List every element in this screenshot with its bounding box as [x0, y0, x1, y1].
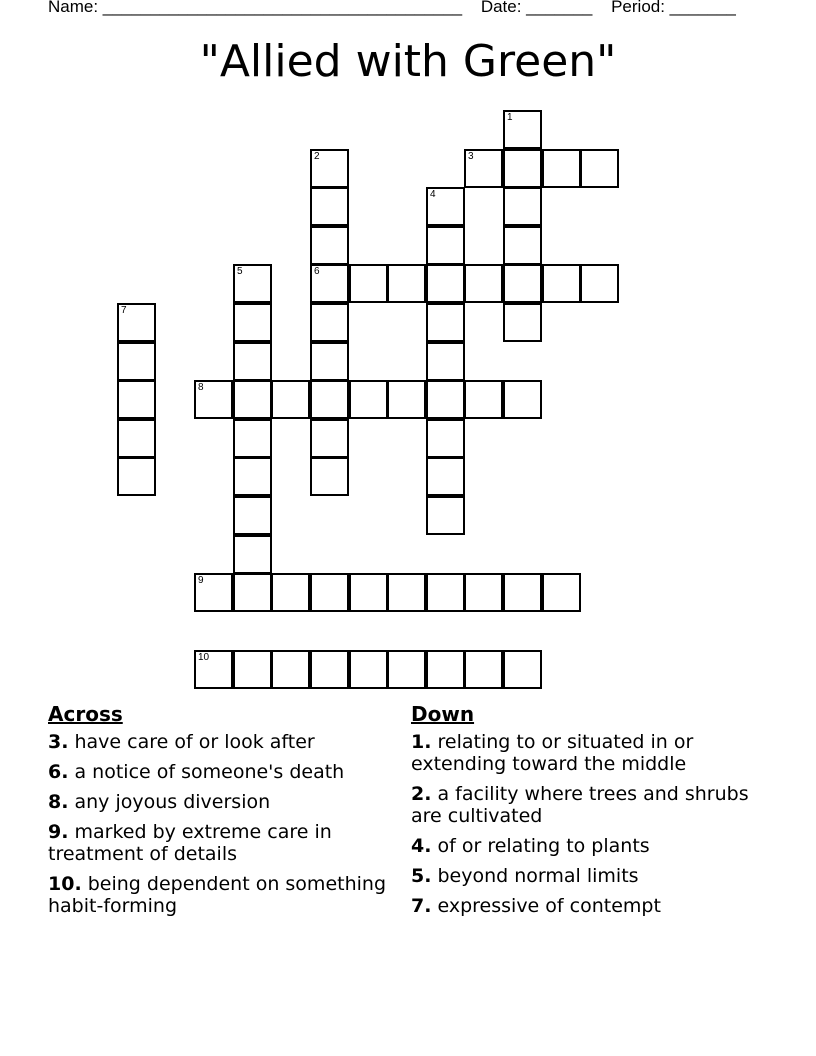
grid-cell[interactable] [464, 650, 503, 689]
grid-cell[interactable] [310, 264, 349, 303]
across-clue [48, 821, 388, 865]
grid-cell[interactable] [503, 110, 542, 149]
grid-cell[interactable] [464, 149, 503, 188]
grid-cell[interactable] [117, 457, 156, 496]
grid-cell[interactable] [310, 226, 349, 265]
cell-number: 4 [430, 189, 436, 200]
grid-cell[interactable] [310, 149, 349, 188]
grid-cell[interactable] [233, 496, 272, 535]
cell-number: 6 [314, 266, 320, 277]
grid-cell[interactable] [349, 380, 388, 419]
grid-cell[interactable] [310, 573, 349, 612]
grid-cell[interactable] [194, 650, 233, 689]
down-clue [411, 895, 761, 917]
grid-cell[interactable] [426, 303, 465, 342]
date-field[interactable]: Date: _______ [480, 0, 593, 16]
grid-cell[interactable] [387, 650, 426, 689]
clue-text: marked by extreme care in treatment of details [48, 821, 332, 865]
grid-cell[interactable] [117, 380, 156, 419]
across-clue [48, 791, 388, 813]
grid-cell[interactable] [349, 650, 388, 689]
grid-cell[interactable] [503, 573, 542, 612]
grid-cell[interactable] [194, 380, 233, 419]
grid-cell[interactable] [542, 573, 581, 612]
grid-cell[interactable] [117, 342, 156, 381]
clue-number: 9. [48, 821, 69, 843]
grid-cell[interactable] [426, 226, 465, 265]
grid-cell[interactable] [426, 264, 465, 303]
clue-number: 4. [411, 835, 432, 857]
clue-number: 6. [48, 761, 69, 783]
grid-cell[interactable] [503, 303, 542, 342]
grid-cell[interactable] [426, 573, 465, 612]
cell-number: 9 [198, 575, 204, 586]
grid-cell[interactable] [310, 380, 349, 419]
grid-cell[interactable] [426, 419, 465, 458]
grid-cell[interactable] [503, 264, 542, 303]
clue-number: 1. [411, 731, 432, 753]
clue-text: any joyous diversion [68, 791, 271, 813]
grid-cell[interactable] [426, 380, 465, 419]
across-clue [48, 873, 388, 917]
across-clue [48, 731, 388, 753]
cell-number: 2 [314, 151, 320, 162]
grid-cell[interactable] [349, 264, 388, 303]
grid-cell[interactable] [310, 457, 349, 496]
grid-cell[interactable] [310, 419, 349, 458]
puzzle-title: "Allied with Green" [199, 36, 617, 87]
across-clue [48, 761, 388, 783]
grid-cell[interactable] [503, 380, 542, 419]
clue-number: 3. [48, 731, 69, 753]
clue-text: a facility where trees and shrubs are cultivated [411, 783, 749, 827]
cell-number: 10 [198, 652, 210, 663]
grid-cell[interactable] [271, 573, 310, 612]
grid-cell[interactable] [542, 264, 581, 303]
clue-number: 5. [411, 865, 432, 887]
grid-cell[interactable] [349, 573, 388, 612]
grid-cell[interactable] [233, 303, 272, 342]
cell-number: 7 [121, 305, 127, 316]
grid-cell[interactable] [233, 535, 272, 574]
grid-cell[interactable] [271, 380, 310, 419]
down-clues [411, 703, 761, 925]
down-clue [411, 835, 761, 857]
grid-cell[interactable] [464, 264, 503, 303]
grid-cell[interactable] [194, 573, 233, 612]
grid-cell[interactable] [464, 573, 503, 612]
down-clue [411, 783, 761, 827]
grid-cell[interactable] [117, 419, 156, 458]
grid-cell[interactable] [233, 650, 272, 689]
grid-cell[interactable] [580, 149, 619, 188]
grid-cell[interactable] [426, 457, 465, 496]
across-heading: Across [48, 702, 123, 726]
grid-cell[interactable] [271, 650, 310, 689]
grid-cell[interactable] [426, 342, 465, 381]
name-field[interactable]: Name: ______________________________________ [48, 0, 463, 16]
clue-text: expressive of contempt [431, 895, 661, 917]
down-clue [411, 731, 761, 775]
cell-number: 1 [507, 112, 513, 123]
down-clue [411, 865, 761, 887]
grid-cell[interactable] [387, 573, 426, 612]
grid-cell[interactable] [426, 496, 465, 535]
grid-cell[interactable] [233, 457, 272, 496]
period-field[interactable]: Period: _______ [611, 0, 736, 16]
clue-text: beyond normal limits [431, 865, 639, 887]
grid-cell[interactable] [503, 650, 542, 689]
grid-cell[interactable] [387, 380, 426, 419]
clue-text: of or relating to plants [431, 835, 650, 857]
grid-cell[interactable] [233, 573, 272, 612]
clue-text: relating to or situated in or extending toward the middle [411, 731, 694, 775]
cell-number: 8 [198, 382, 204, 393]
grid-cell[interactable] [233, 380, 272, 419]
clue-text: have care of or look after [68, 731, 315, 753]
cell-number: 5 [237, 266, 243, 277]
grid-cell[interactable] [426, 650, 465, 689]
grid-cell[interactable] [310, 187, 349, 226]
clue-number: 8. [48, 791, 69, 813]
clue-text: a notice of someone's death [68, 761, 345, 783]
grid-cell[interactable] [580, 264, 619, 303]
clue-number: 10. [48, 873, 82, 895]
grid-cell[interactable] [464, 380, 503, 419]
grid-cell[interactable] [310, 342, 349, 381]
down-heading: Down [411, 702, 475, 726]
grid-cell[interactable] [503, 187, 542, 226]
clue-number: 2. [411, 783, 432, 805]
grid-cell[interactable] [503, 149, 542, 188]
grid-cell[interactable] [503, 226, 542, 265]
cell-number: 3 [468, 151, 474, 162]
clue-text: being dependent on something habit-forming [48, 873, 387, 917]
grid-cell[interactable] [310, 650, 349, 689]
grid-cell[interactable] [426, 187, 465, 226]
grid-cell[interactable] [542, 149, 581, 188]
clue-number: 7. [411, 895, 432, 917]
grid-cell[interactable] [233, 342, 272, 381]
grid-cell[interactable] [117, 303, 156, 342]
grid-cell[interactable] [233, 419, 272, 458]
grid-cell[interactable] [387, 264, 426, 303]
grid-cell[interactable] [310, 303, 349, 342]
across-clues [48, 703, 388, 925]
grid-cell[interactable] [233, 264, 272, 303]
